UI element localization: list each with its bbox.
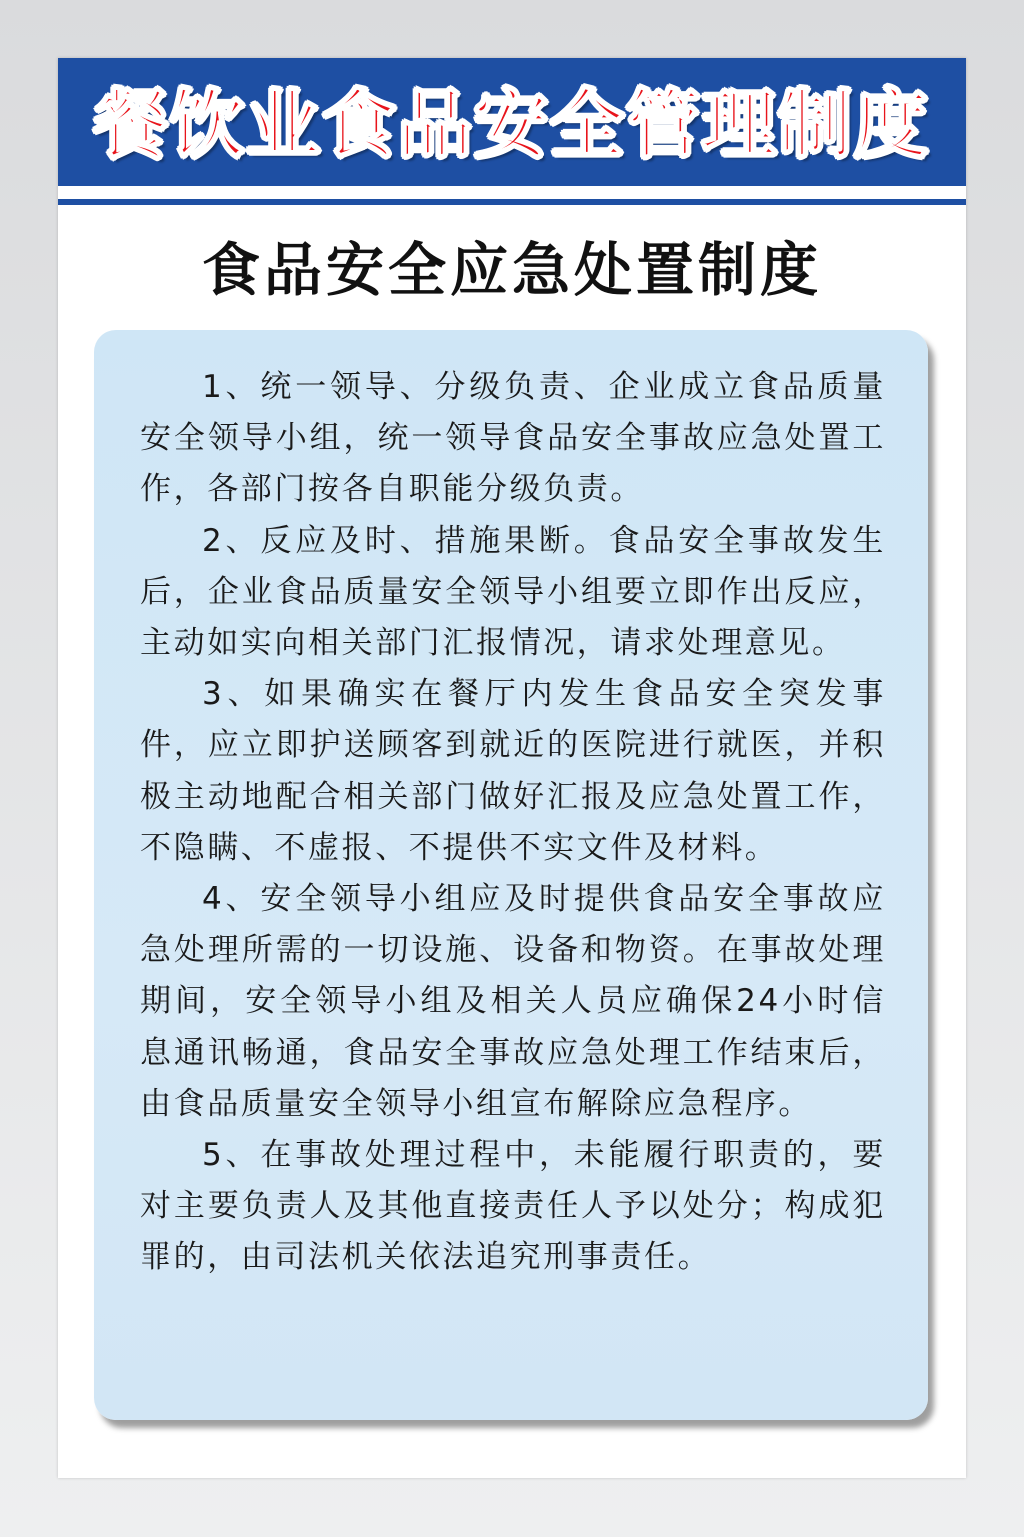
header-divider	[58, 199, 966, 205]
main-title: 餐饮业食品安全管理制度	[94, 82, 930, 168]
content-panel	[94, 330, 928, 1420]
paragraph-5: 5、在事故处理过程中，未能履行职责的，要对主要负责人及其他直接责任人予以处分；构成犯罪的，由司法机关依法追究刑事责任。	[140, 1137, 886, 1276]
subtitle: 食品安全应急处置制度	[201, 236, 822, 304]
paragraph-1: 1、统一领导、分级负责、企业成立食品质量安全领导小组，统一领导食品安全事故应急处置工作，各部门按各自职能分级负责。	[140, 369, 886, 508]
paragraph-2: 2、反应及时、措施果断。食品安全事故发生后，企业食品质量安全领导小组要立即作出反应，主动如实向相关部门汇报情况，请求处理意见。	[140, 522, 886, 662]
regulation-text	[140, 362, 886, 1284]
header-banner	[58, 58, 966, 186]
paragraph-3: 3、如果确实在餐厅内发生食品安全突发事件，应立即护送顾客到就近的医院进行就医，并积极主动地配合相关部门做好汇报及应急处置工作，不隐瞒、不虚报、不提供不实文件及材料。	[140, 676, 886, 866]
notice-board	[58, 58, 966, 1478]
paragraph-4: 4、安全领导小组应及时提供食品安全事故应急处理所需的一切设施、设备和物资。在事故处理期间，安全领导小组及相关人员应确保24小时信息通讯畅通，食品安全事故应急处理工作结束后，由食品质量安全领导小组宣布解除应急程序。	[140, 881, 886, 1122]
